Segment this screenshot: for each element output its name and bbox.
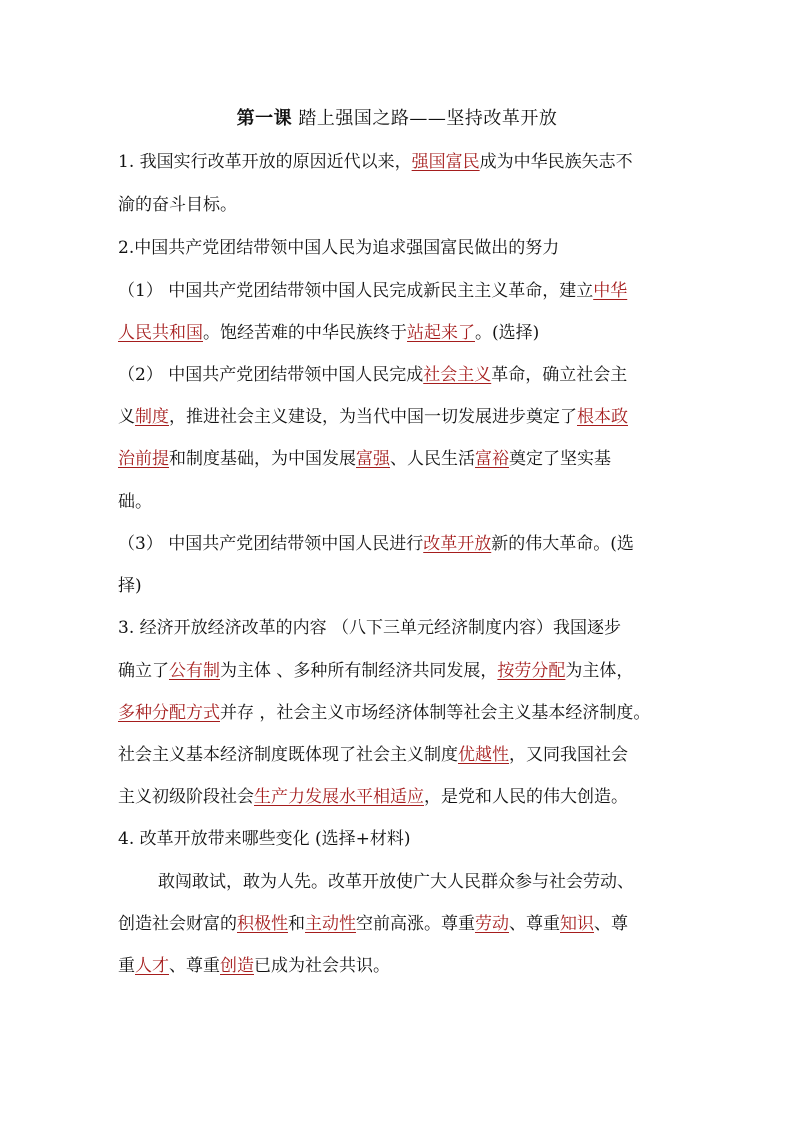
text-segment: 础。 [118,492,152,512]
text-line [118,193,237,217]
text-segment: 和制度基础，为中国发展 [169,449,356,469]
text-segment: 重 [118,956,135,976]
text-line [118,447,611,471]
text-line [118,321,539,345]
key-term: 生产力发展水平相适应 [254,787,424,807]
text-segment: 创造社会财富的 [118,914,237,934]
key-term: 公有制 [169,661,220,681]
text-segment: 、尊 [594,914,628,934]
text-segment: （1） 中国共产党团结带领中国人民完成新民主主义革命，建立 [118,281,594,301]
text-line [118,912,628,936]
text-line [118,574,142,598]
key-term: 富强 [356,449,390,469]
text-line [118,954,390,978]
text-segment: ，推进社会主义建设，为当代中国一切发展进步奠定了 [169,407,577,427]
key-term: 积极性 [237,914,288,934]
text-segment: 义 [118,407,135,427]
text-segment: 为主体 、多种所有制经济共同发展， [220,661,498,681]
key-term: 富裕 [475,449,509,469]
key-term: 按劳分配 [497,661,566,681]
key-term: 多种分配方式 [118,703,220,723]
text-segment: （3） 中国共产党团结带领中国人民进行 [118,534,424,554]
key-term: 优越性 [458,745,509,765]
key-term: 社会主义 [423,365,492,385]
text-line [118,405,628,429]
key-term: 劳动 [475,914,509,934]
text-line [118,363,627,387]
text-segment: 。(选择) [475,323,540,343]
text-segment: 为主体， [565,661,634,681]
text-segment: 、尊重 [509,914,560,934]
text-segment: 、人民生活 [390,449,475,469]
text-line [118,279,627,303]
text-segment: 并存 ，社会主义市场经济体制等社会主义基本经济制度。 [220,703,651,723]
key-term: 人才 [135,956,169,976]
key-term: 根本政 [577,407,628,427]
text-line [118,490,152,514]
key-term: 创造 [220,956,254,976]
text-segment: 1. 我国实行改革开放的原因近代以来， [118,152,412,172]
text-line [158,870,634,894]
text-segment: 社会主义基本经济制度既体现了社会主义制度 [118,745,458,765]
text-segment: （2） 中国共产党团结带领中国人民完成 [118,365,424,385]
text-line [118,701,650,725]
text-segment: 。饱经苦难的中华民族终于 [203,323,407,343]
key-term: 主动性 [305,914,356,934]
text-segment: 奠定了坚实基 [509,449,611,469]
text-line [118,236,559,260]
text-segment: 择) [118,576,142,596]
key-term: 人民共和国 [118,323,203,343]
text-segment: 成为中华民族矢志不 [479,152,633,172]
text-segment: 渝的奋斗目标。 [118,195,237,215]
text-segment: 、尊重 [169,956,220,976]
lesson-number: 第一课 [236,108,293,129]
key-term: 强国富民 [411,152,480,172]
text-line [118,743,628,767]
key-term: 改革开放 [423,534,492,554]
key-term: 知识 [560,914,594,934]
text-segment: 空前高涨。尊重 [356,914,475,934]
key-term: 中华 [593,281,628,301]
text-line [118,616,621,640]
text-segment: 和 [288,914,305,934]
page-title [0,106,794,132]
lesson-topic: 踏上强国之路——坚持改革开放 [298,108,558,129]
text-segment: 革命，确立社会主 [491,365,628,385]
text-line [118,659,633,683]
text-segment: 主义初级阶段社会 [118,787,254,807]
text-segment: 新的伟大革命。(选 [491,534,634,554]
text-segment: 确立了 [118,661,169,681]
text-segment: 3. 经济开放经济改革的内容 （八下三单元经济制度内容）我国逐步 [118,618,622,638]
text-segment: 敢闯敢试，敢为人先。改革开放使广大人民群众参与社会劳动、 [158,872,634,892]
text-segment: ，是党和人民的伟大创造。 [424,787,628,807]
text-segment: 4. 改革开放带来哪些变化 (选择+材料) [118,829,411,849]
key-term: 治前提 [118,449,169,469]
text-line [118,150,633,174]
text-line [118,827,411,851]
key-term: 站起来了 [407,323,475,343]
text-segment: 已成为社会共识。 [254,956,390,976]
text-line [118,785,628,809]
text-segment: 2.中国共产党团结带领中国人民为追求强国富民做出的努力 [118,238,560,258]
text-segment: ，又同我国社会 [509,745,628,765]
key-term: 制度 [135,407,169,427]
text-line [118,532,634,556]
